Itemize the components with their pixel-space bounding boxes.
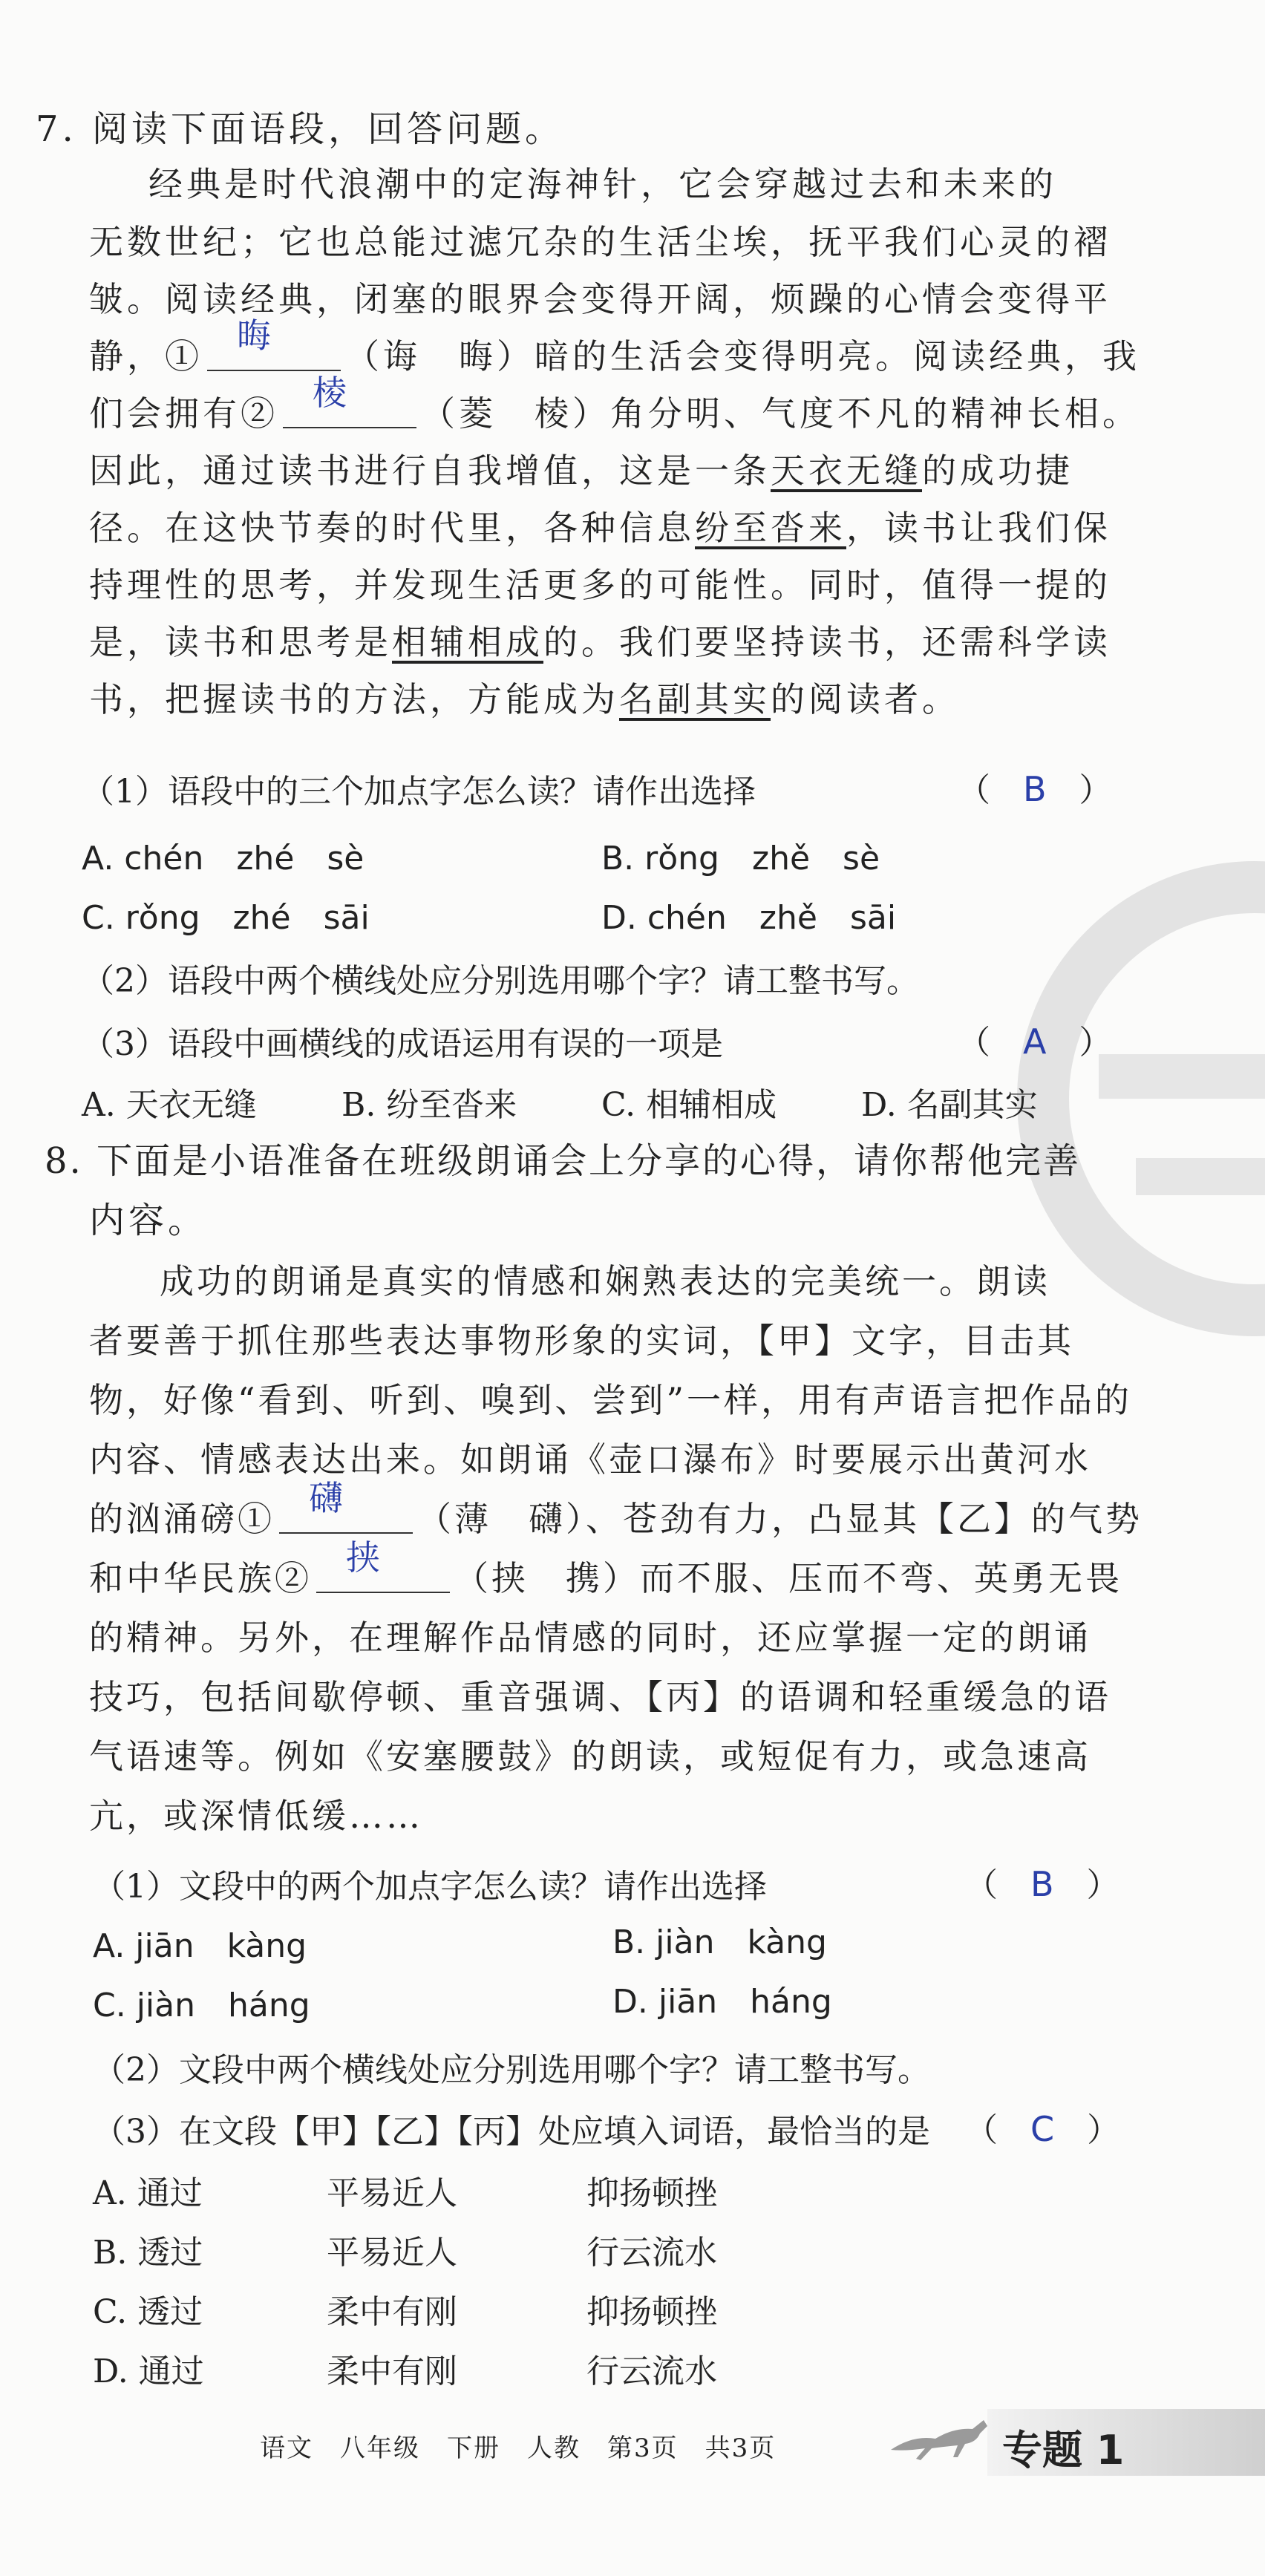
q8-option-c-col2: 柔中有刚 — [327, 2293, 457, 2331]
idiom-mingfuqishi: 名副其实 — [619, 679, 771, 719]
q8-option-b-col1: B. 透过 — [93, 2234, 203, 2272]
q8-handwritten-1: 礴 — [309, 1478, 346, 1518]
q8-handwritten-2: 挟 — [346, 1537, 383, 1578]
q8-sub1-option-a: A. jiān kàng — [93, 1927, 307, 1965]
q8-line-7: 的精神。另外，在理解作品情感的同时，还应掌握一定的朗诵 — [89, 1618, 1091, 1658]
q8-option-a-col2: 平易近人 — [327, 2174, 457, 2212]
q8-option-d-col2: 柔中有刚 — [327, 2353, 457, 2390]
q7-sub3-option-c: C. 相辅相成 — [601, 1086, 777, 1124]
q8-sub1-option-d: D. jiān háng — [612, 1983, 832, 2021]
q7-blank-2[interactable] — [283, 373, 416, 428]
watermark-bar — [1099, 1054, 1265, 1099]
q7-sub1-answer: （ B ） — [958, 769, 1112, 809]
idiom-tianyiwufeng: 天衣无缝 — [771, 451, 922, 491]
q7-sub3-option-b: B. 纷至沓来 — [341, 1086, 517, 1124]
q8-line-4: 内容、情感表达出来。如朗诵《壶口瀑布》时要展示出黄河水 — [89, 1439, 1091, 1480]
q7-sub3: （3）语段中画横线的成语运用有误的一项是 — [82, 1025, 723, 1063]
q7-handwritten-2: 棱 — [313, 373, 350, 413]
q8-option-c-col3: 抑扬顿挫 — [586, 2293, 717, 2331]
q7-line-4: 静，① 晦 （诲 晦）暗的生活会变得明亮。阅读经典，我 — [89, 330, 1140, 379]
q8-sub1: （1）文段中的两个加点字怎么读？请作出选择 — [93, 1868, 767, 1906]
q8-option-a-col1: A. 通过 — [93, 2174, 203, 2212]
q8-line-9: 气语速等。例如《安塞腰鼓》的朗读，或短促有力，或急速高 — [89, 1736, 1091, 1776]
q8-sub3: （3）在文段【甲】【乙】【丙】处应填入词语，最恰当的是 — [93, 2113, 930, 2151]
q8-title-1: 8. 下面是小语准备在班级朗诵会上分享的心得，请你帮他完善 — [45, 1140, 1082, 1182]
q7-sub1-option-a: A. chén zhé sè — [82, 840, 365, 877]
q7-line-1: 经典是时代浪潮中的定海神针，它会穿越过去和未来的 — [148, 164, 1057, 204]
q8-title-2: 内容。 — [89, 1200, 208, 1241]
watermark-bar — [1136, 1158, 1265, 1195]
q7-sub1: （1）语段中的三个加点字怎么读？请作出选择 — [82, 773, 756, 811]
q8-line-2: 者要善于抓住那些表达事物形象的实词，【甲】文字，目击其 — [89, 1321, 1074, 1361]
idiom-fenzhitalai: 纷至沓来 — [695, 508, 846, 548]
q8-option-b-col2: 平易近人 — [327, 2234, 457, 2272]
q8-option-a-col3: 抑扬顿挫 — [586, 2174, 717, 2212]
q8-sub1-answer: （ B ） — [965, 1864, 1119, 1904]
q8-option-d-col3: 行云流水 — [586, 2353, 717, 2390]
watermark-seal — [1017, 861, 1265, 1336]
q8-sub1-option-b: B. jiàn kàng — [612, 1923, 827, 1961]
horse-icon — [883, 2413, 1002, 2465]
q7-line-2: 无数世纪；它也总能过滤冗杂的生活尘埃，抚平我们心灵的褶 — [89, 222, 1111, 262]
idiom-xiangfuxiangcheng: 相辅相成 — [392, 622, 543, 662]
q7-sub3-answer: （ A ） — [958, 1021, 1112, 1062]
q8-sub1-option-c: C. jiàn háng — [93, 1987, 310, 2024]
q8-sub3-answer: （ C ） — [965, 2109, 1120, 2149]
q7-line-10: 书，把握读书的方法，方能成为名副其实的阅读者。 — [89, 679, 960, 719]
q8-sub2: （2）文段中两个横线处应分别选用哪个字？请工整书写。 — [93, 2051, 930, 2089]
q8-option-c-col1: C. 透过 — [93, 2293, 203, 2331]
q7-sub3-option-d: D. 名副其实 — [861, 1086, 1038, 1124]
q8-line-6: 和中华民族② 挟 （挟 携）而不服、压而不弯、英勇无畏 — [89, 1552, 1122, 1601]
q8-line-1: 成功的朗诵是真实的情感和娴熟表达的完美统一。朗读 — [160, 1261, 1050, 1301]
page-footer: 语文 八年级 下册 人教 第3页 共3页 — [260, 2433, 777, 2463]
q8-option-b-col3: 行云流水 — [586, 2234, 717, 2272]
q8-line-10: 亢，或深情低缓…… — [89, 1796, 423, 1836]
q7-sub2: （2）语段中两个横线处应分别选用哪个字？请工整书写。 — [82, 962, 919, 1000]
q7-sub1-option-b: B. rǒng zhě sè — [601, 840, 880, 877]
q7-sub3-option-a: A. 天衣无缝 — [82, 1086, 257, 1124]
q8-line-3: 物，好像“看到、听到、嗅到、尝到”一样，用有声语言把作品的 — [89, 1380, 1133, 1420]
q8-blank-2[interactable] — [316, 1537, 450, 1593]
q7-line-5: 们会拥有② 棱 （菱 棱）角分明、气度不凡的精神长相。 — [89, 387, 1140, 436]
q8-option-d-col1: D. 通过 — [93, 2353, 204, 2390]
q7-handwritten-1: 晦 — [237, 316, 275, 356]
q7-line-9: 是，读书和思考是相辅相成的。我们要坚持读书，还需科学读 — [89, 622, 1111, 662]
q7-sub1-option-c: C. rǒng zhé sāi — [82, 899, 370, 937]
q7-line-6: 因此，通过读书进行自我增值，这是一条天衣无缝的成功捷 — [89, 451, 1073, 491]
q8-line-8: 技巧，包括间歇停顿、重音强调、【丙】的语调和轻重缓急的语 — [89, 1677, 1111, 1717]
q7-line-8: 持理性的思考，并发现生活更多的可能性。同时，值得一提的 — [89, 565, 1111, 605]
q7-line-3: 皱。阅读经典，闭塞的眼界会变得开阔，烦躁的心情会变得平 — [89, 279, 1111, 319]
topic-label: 专题 1 — [1002, 2427, 1125, 2474]
q7-sub1-option-d: D. chén zhě sāi — [601, 899, 897, 937]
q8-line-5: 的汹涌磅① 礴 （薄 礴）、苍劲有力，凸显其【乙】的气势 — [89, 1492, 1143, 1541]
q7-line-7: 径。在这快节奏的时代里，各种信息纷至沓来，读书让我们保 — [89, 508, 1111, 548]
q8-blank-1[interactable] — [279, 1478, 413, 1534]
q7-title: 7. 阅读下面语段，回答问题。 — [36, 108, 565, 150]
